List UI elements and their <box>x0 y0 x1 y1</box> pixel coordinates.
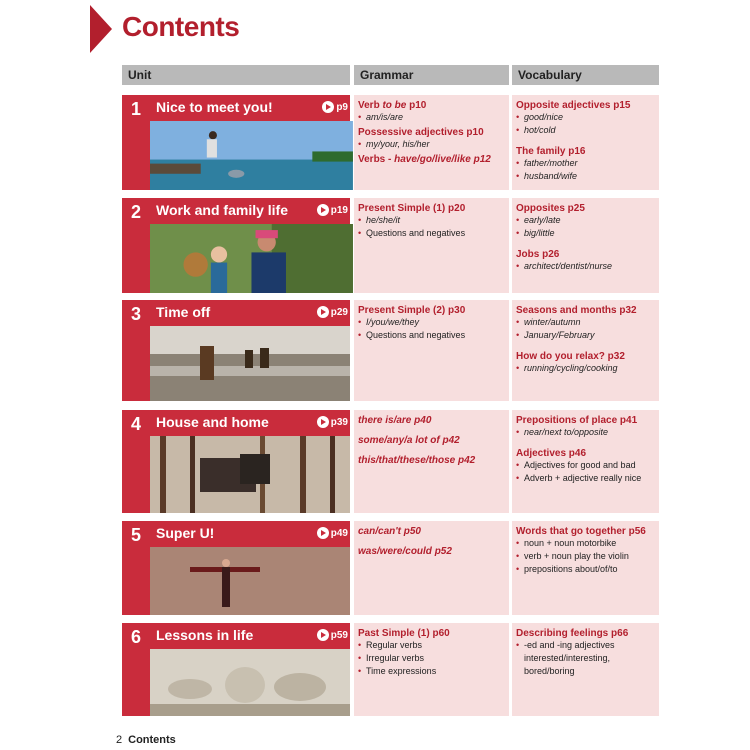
vocab-item: • verb + noun play the violin <box>516 550 655 563</box>
grammar-heading: Past Simple (1) p60 <box>358 628 450 639</box>
grammar-cell <box>354 410 509 513</box>
vocab-heading: Opposite adjectives p15 <box>516 100 631 111</box>
unit-photo <box>150 121 350 190</box>
arrow-right-icon <box>322 101 334 113</box>
photo-seaside-dolphin <box>150 121 353 190</box>
unit-page-link[interactable]: p59 <box>317 629 348 641</box>
unit-photo <box>150 436 350 513</box>
grammar-item: • Time expressions <box>358 665 505 678</box>
unit-banner <box>122 623 350 716</box>
unit-number: 4 <box>130 414 141 434</box>
vocab-item: • hot/cold <box>516 124 655 137</box>
vocab-heading: Prepositions of place p41 <box>516 415 638 426</box>
unit-banner <box>122 95 350 190</box>
grammar-heading: Verbs - have/go/live/like p12 <box>358 154 491 165</box>
unit-number: 2 <box>130 202 141 222</box>
page-title: Contents <box>122 11 240 42</box>
vocab-item: • near/next to/opposite <box>516 426 655 439</box>
grammar-heading: Possessive adjectives p10 <box>358 127 484 138</box>
grammar-item: • he/she/it <box>358 214 505 227</box>
vocab-item: • Adverb + adjective really nice <box>516 472 655 485</box>
unit-number: 6 <box>130 627 141 647</box>
page-number: 2 <box>116 734 123 746</box>
arrow-right-icon <box>317 629 329 641</box>
grammar-heading: some/any/a lot of p42 <box>358 435 460 446</box>
vocab-heading: Seasons and months p32 <box>516 305 637 316</box>
grammar-item: • Irregular verbs <box>358 652 505 665</box>
unit-page-link[interactable]: p49 <box>317 527 348 539</box>
vocab-heading: Words that go together p56 <box>516 526 646 537</box>
vocab-item: • -ed and -ing adjectives interested/interesting, bored/boring <box>516 639 655 678</box>
grammar-heading: was/were/could p52 <box>358 546 452 557</box>
grammar-heading: can/can't p50 <box>358 526 421 537</box>
unit-banner <box>122 521 350 615</box>
vocab-item: • big/little <box>516 227 655 240</box>
unit-photo <box>150 326 350 401</box>
unit-page-link[interactable]: p29 <box>317 306 348 318</box>
grammar-cell <box>354 623 509 716</box>
unit-page-link[interactable]: p9 <box>322 101 348 113</box>
grammar-heading: Verb to be p10 <box>358 100 427 111</box>
grammar-item: • Questions and negatives <box>358 227 505 240</box>
unit-number: 3 <box>130 304 141 324</box>
photo-marble-sculpture <box>150 649 350 716</box>
vocab-item: • January/February <box>516 329 655 342</box>
vocab-heading: Describing feelings p66 <box>516 628 629 639</box>
unit-row-3 <box>122 300 659 401</box>
unit-title[interactable]: Super U! <box>156 525 215 541</box>
vocab-item: • prepositions about/of/to <box>516 563 655 576</box>
unit-title[interactable]: Time off <box>156 304 211 320</box>
vocab-item: • early/late <box>516 214 655 227</box>
arrow-right-icon <box>317 416 329 428</box>
vocab-heading: Opposites p25 <box>516 203 585 214</box>
grammar-cell <box>354 198 509 293</box>
unit-page-link[interactable]: p39 <box>317 416 348 428</box>
unit-number: 1 <box>130 99 141 119</box>
photo-beach-horses <box>150 326 350 401</box>
grammar-heading: Present Simple (1) p20 <box>358 203 466 214</box>
footer-label: Contents <box>128 734 176 746</box>
unit-banner <box>122 300 350 401</box>
grammar-heading: this/that/these/those p42 <box>358 455 476 466</box>
header-unit: Unit <box>122 65 350 85</box>
unit-title[interactable]: Lessons in life <box>156 627 254 643</box>
unit-row-2 <box>122 198 659 293</box>
grammar-item: • am/is/are <box>358 111 505 124</box>
vocab-item: • Adjectives for good and bad <box>516 459 655 472</box>
vocab-item: • winter/autumn <box>516 316 655 329</box>
unit-page-link[interactable]: p19 <box>317 204 348 216</box>
vocab-heading: Jobs p26 <box>516 249 560 260</box>
unit-banner <box>122 410 350 513</box>
vocab-heading: The family p16 <box>516 146 586 157</box>
grammar-heading: there is/are p40 <box>358 415 432 426</box>
vocabulary-cell <box>512 198 659 293</box>
vocab-item: • good/nice <box>516 111 655 124</box>
vocabulary-cell <box>512 95 659 190</box>
arrow-right-icon <box>317 527 329 539</box>
grammar-item: • Regular verbs <box>358 639 505 652</box>
arrow-right-icon <box>317 204 329 216</box>
vocab-heading: Adjectives p46 <box>516 448 587 459</box>
unit-photo <box>150 547 350 615</box>
page-footer <box>116 734 176 746</box>
unit-title[interactable]: Nice to meet you! <box>156 99 273 115</box>
grammar-cell <box>354 95 509 190</box>
vocab-heading: How do you relax? p32 <box>516 351 625 362</box>
vocabulary-cell <box>512 300 659 401</box>
vocab-item: • noun + noun motorbike <box>516 537 655 550</box>
photo-family <box>150 224 353 293</box>
arrow-right-icon <box>317 306 329 318</box>
grammar-item: • Questions and negatives <box>358 329 505 342</box>
grammar-cell <box>354 521 509 615</box>
unit-row-6 <box>122 623 659 716</box>
unit-photo <box>150 224 350 293</box>
grammar-item: • I/you/we/they <box>358 316 505 329</box>
grammar-item: • my/your, his/her <box>358 138 505 151</box>
unit-row-5 <box>122 521 659 615</box>
header-grammar: Grammar <box>354 65 509 85</box>
grammar-cell <box>354 300 509 401</box>
header-vocabulary: Vocabulary <box>512 65 659 85</box>
photo-treehouse <box>150 436 350 513</box>
photo-gymnast-crowd <box>150 547 350 615</box>
vocab-item: • architect/dentist/nurse <box>516 260 655 273</box>
vocabulary-cell <box>512 521 659 615</box>
unit-row-1 <box>122 95 659 190</box>
vocabulary-cell <box>512 410 659 513</box>
vocab-item: • running/cycling/cooking <box>516 362 655 375</box>
vocab-item: • father/mother <box>516 157 655 170</box>
unit-number: 5 <box>130 525 141 545</box>
unit-row-4 <box>122 410 659 513</box>
title-arrow-icon <box>90 5 112 53</box>
unit-title[interactable]: Work and family life <box>156 202 288 218</box>
unit-title[interactable]: House and home <box>156 414 269 430</box>
grammar-heading: Present Simple (2) p30 <box>358 305 466 316</box>
unit-banner <box>122 198 350 293</box>
vocab-item: • husband/wife <box>516 170 655 183</box>
vocabulary-cell <box>512 623 659 716</box>
unit-photo <box>150 649 350 716</box>
